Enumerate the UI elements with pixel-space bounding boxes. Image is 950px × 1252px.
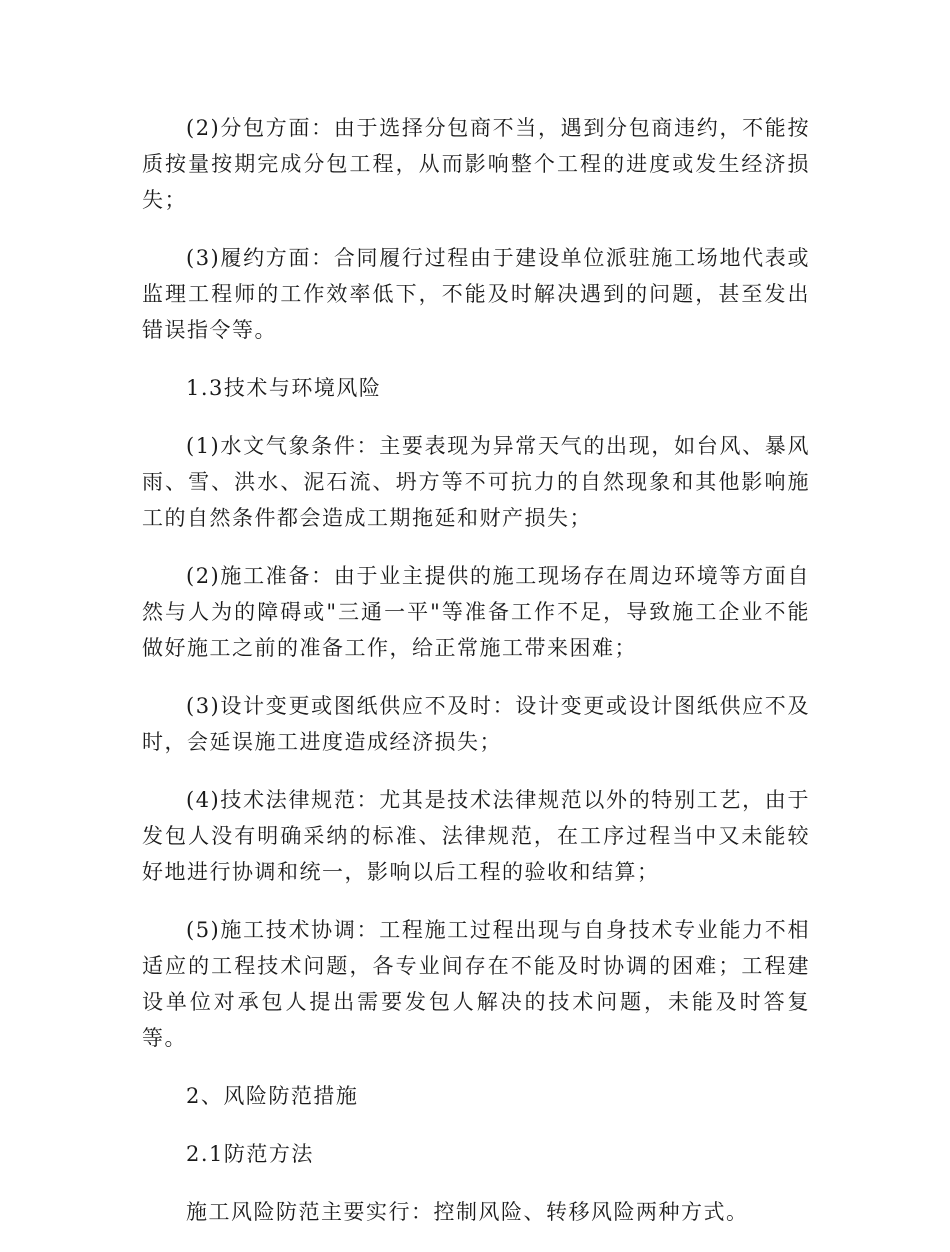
paragraph-prevention-summary: 施工风险防范主要实行：控制风险、转移风险两种方式。	[186, 1200, 749, 1224]
paragraph-construction-prep: (2)施工准备：由于业主提供的施工现场存在周边环境等方面自然与人为的障碍或"三通一平"等准备工作不足，导致施工企业不能做好施工之前的准备工作，给正常施工带来困难；	[142, 564, 810, 660]
paragraph-tech-legal: (4)技术法律规范：尤其是技术法律规范以外的特别工艺，由于发包人没有明确采纳的标准、法律规范，在工序过程当中又未能较好地进行协调和统一，影响以后工程的验收和结算；	[142, 788, 810, 884]
paragraph-performance: (3)履约方面：合同履行过程由于建设单位派驻施工场地代表或监理工程师的工作效率低下，不能及时解决遇到的问题，甚至发出错误指令等。	[142, 246, 810, 342]
paragraph-subcontract: (2)分包方面：由于选择分包商不当，遇到分包商违约，不能按质按量按期完成分包工程，从而影响整个工程的进度或发生经济损失；	[142, 116, 810, 212]
paragraph-tech-coordination: (5)施工技术协调：工程施工过程出现与自身技术专业能力不相适应的工程技术问题，各专业间存在不能及时协调的困难；工程建设单位对承包人提出需要发包人解决的技术问题，未能及时答复等。	[142, 918, 810, 1050]
section-heading-risk-prevention: 2、风险防范措施	[186, 1084, 359, 1108]
paragraph-design-change: (3)设计变更或图纸供应不及时：设计变更或设计图纸供应不及时，会延误施工进度造成经济损失；	[142, 694, 810, 754]
document-body	[142, 110, 810, 1252]
section-heading-tech-env-risk: 1.3技术与环境风险	[186, 376, 382, 400]
section-heading-prevention-methods: 2.1防范方法	[186, 1142, 314, 1166]
paragraph-hydro-weather: (1)水文气象条件：主要表现为异常天气的出现，如台风、暴风雨、雪、洪水、泥石流、坍方等不可抗力的自然现象和其他影响施工的自然条件都会造成工期拖延和财产损失；	[142, 434, 810, 530]
